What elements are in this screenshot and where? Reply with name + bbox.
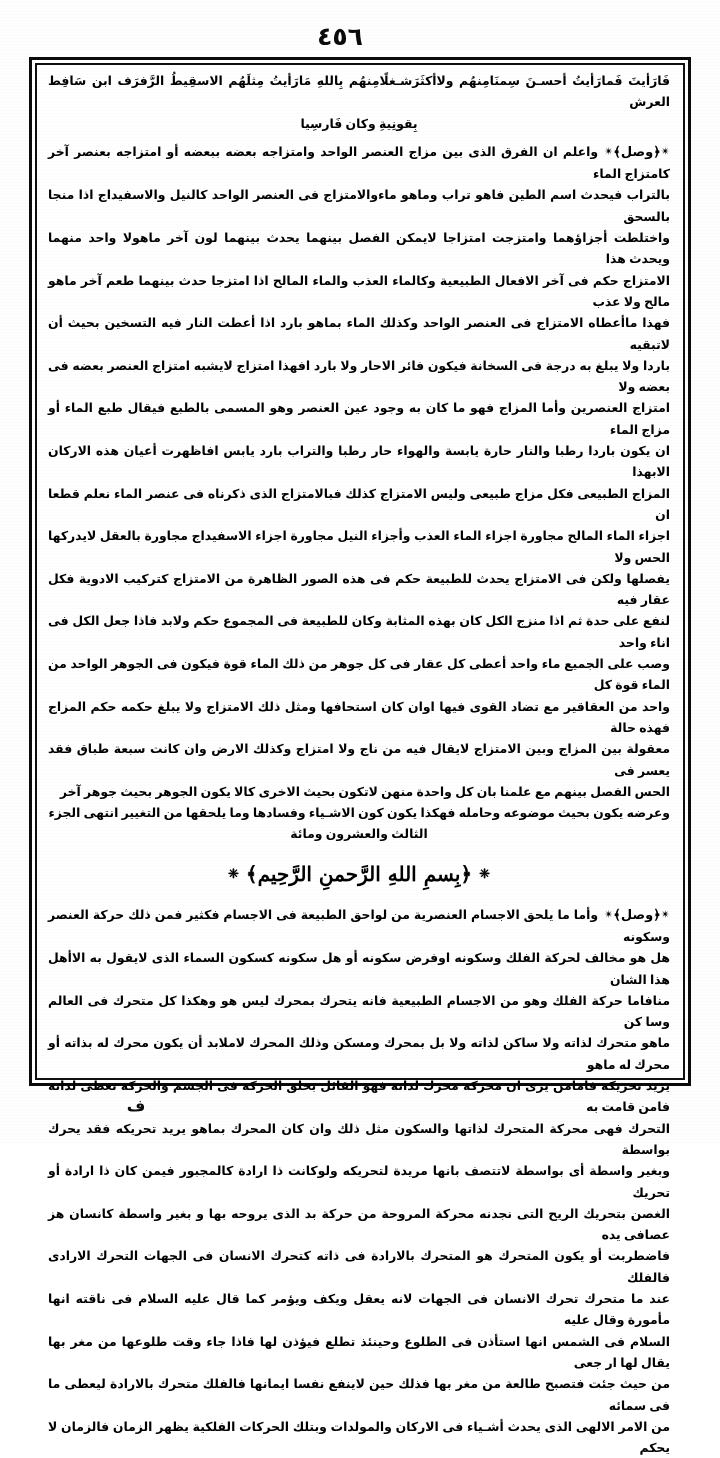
page-number: ٤٥٦ xyxy=(317,22,363,51)
section-one-line: يفصلها ولكن فى الامتزاج يحدث للطبيعة حكم فى هذه الصور الظاهرة من الامتزاج كتركيب الادوية فكل عقار فيه xyxy=(48,570,670,608)
text-column xyxy=(37,65,683,1456)
section-one-line: وعرضه يكون بحيث موضوعه وحامله فهكذا يكون كون الاشـياء وفسادها وما يلحقها من التغيير انتهى الجزء xyxy=(48,805,670,821)
star-ornament-icon: ✴ xyxy=(660,144,670,158)
section-two-line: عند ما متحرك تحرك الانسان فى الجهات لانه يعقل ويكف ويؤمر كما قال عليه السلام فى ناقته انها مأمورة وقال عليه xyxy=(48,1291,670,1328)
section-two-line: وبغير واسطة أى بواسطة لاتتصف بانها مريدة لتحريكه ولوكانت ذا ارادة كالمجبور فيمن كان ذا ارادة أو تحريك xyxy=(48,1163,670,1200)
section-one-closing-line: الثالث والعشرون ومائة xyxy=(290,826,428,842)
bracket-open: ﴿ xyxy=(653,144,661,160)
section-two-line: فاضطربت أو يكون المتحرك هو المتحرك بالارادة فى ذاته كتحرك الانسان فى الجهات التحرك الارادى فالفلك xyxy=(48,1248,670,1285)
section-one-line: امتزاج العنصرين وأما المزاج فهو ما كان به وجود عين العنصر وهو المسمى بالطبع فيقال طبع الماء أو مزاج الماء xyxy=(48,400,670,437)
bracket-open: ﴿ xyxy=(653,907,661,923)
section-one-line: فهذا ماأعطاه الامتزاج فى العنصر الواحد وكذلك الماء بماهو بارد اذا أعطت النار فيه التسخين بحيث أن لاتبقيه xyxy=(48,315,670,352)
section-one-line-0: واعلم ان الفرق الذى بين مزاج العنصر الواحد وامتزاجه بعضه ببعضه أو امتزاجه بعنصر آخر كامتزاج الماء xyxy=(48,143,670,182)
section-two-line: الغصن بتحريك الريح التى نجدنه محركة المروحة من حركة بد الذى يروحه بها و بغير واسطة كانسان هز عصافى يده xyxy=(48,1205,670,1243)
section-two-first-line xyxy=(48,904,670,948)
spacer xyxy=(48,134,670,141)
section-one-line: الحس الفصل بينهم مع علمنا بان كل واحدة منهن لاتكون بحيث الاخرى كالا يكون الجوهر بحيث جوهر آخر xyxy=(59,783,670,799)
section-two-line: التحرك فهى محركة المتحرك لذاتها والسكون مثل ذلك وان كان المحرك بماهو يريد تحريكه فقد يحرك بواسطة xyxy=(48,1120,670,1157)
section-two-line-0: وأما ما يلحق الاجسام العنصرية من لواحق الطبيعة فى الاجسام فكثير فمن ذلك حركة العنصر وسكونه xyxy=(48,906,670,944)
wasl-marker-two xyxy=(598,908,670,923)
wasl-marker-one xyxy=(598,145,670,160)
section-one-line: باردا ولا يبلغ به درجة فى السخانة فيكون فائر الاحار ولا بارد افهذا امتزاج لايشبه امتزاج العنصر بعضه فى بعضه ولا xyxy=(48,357,670,395)
flower-ornament-icon: ❈ xyxy=(227,866,239,882)
section-two-line: من الامر الالهى الذى يحدث أشـياء فى الاركان والمولدات وبتلك الحركات الفلكية يظهر الزمان فالزمان لا يحكم xyxy=(48,1418,670,1456)
page-frame-outer xyxy=(29,57,691,1456)
wasl-label-two: وصل xyxy=(620,907,654,923)
star-ornament-icon: ✴ xyxy=(604,144,614,158)
flower-ornament-icon: ❈ xyxy=(479,866,491,882)
intro-line-1: فَارَأيتَ فَمارَأيتُ أحسـنَ سِمنَامِنهُم ولاأكثَرَشـغلًامِنهُم بِاللهِ مَارَأيتُ مِثلَهُم الاسقِيطُ الرَّفرَف ابن سَافِط العرش xyxy=(48,73,670,110)
basmala-heading xyxy=(48,859,670,891)
star-ornament-icon: ✴ xyxy=(660,907,670,921)
bracket-close: ﴾ xyxy=(613,907,621,923)
catchword: ف xyxy=(126,1096,146,1115)
wasl-label-one: وصل xyxy=(620,144,654,160)
section-two-line: ماهو متحرك لذاته ولا ساكن لذاته ولا بل بمحرك ومسكن وذلك المحرك لاملابد أن يكون محرك له بذاته أو محرك له ماهو xyxy=(48,1035,670,1072)
basmala-text: بِسمِ اللهِ الرَّحمنِ الرَّحِيم xyxy=(257,861,461,886)
section-one-line: واحد من العقاقير مع تضاد القوى فيها اوان كان استحافها ومثل ذلك الامتزاج ولا يبلغ حكمه حكم المزاج فهذه حالة xyxy=(48,698,670,735)
section-one-line: وصب على الجميع ماء واحد أعطى كل عقار فى كل جوهر من ذلك الماء قوة فيكون فى الجوهر الواحد من الماء قوة كل xyxy=(48,656,670,693)
section-one-line: المزاج الطبيعى فكل مزاج طبيعى وليس الامتزاج كذلك فبالامتزاج الذى ذكرناه فى عنصر الماء نعلم قطعا ان xyxy=(48,485,670,522)
section-two-line: من حيث جئت فتصبح طالعة من مغر بها فذلك حين لاينفع نفسا ايمانها فالفلك متحرك بالارادة ليعطى ما فى سمائه xyxy=(48,1376,670,1413)
section-two-line: يريد تحريكه فامامن يرى ان محركه محرك لذاته فهو القائل بخلق الحركة فى الجسم والحركة تعطى لذاته فامن قامت به xyxy=(48,1078,670,1115)
bracket-close: ﴾ xyxy=(613,144,621,160)
section-two-line: منافاما حركة الفلك وهو من الاجسام الطبيعية فانه يتحرك بمحرك ليس هو وهكذا كل متحرك فى العالم وسا كن xyxy=(48,992,670,1030)
section-one-line: الامتزاج حكم فى آخر الافعال الطبيعية وكالماء العذب والماء المالح اذا امتزجا حدث بينهما طعم آخر ماهو مالح ولا عذب xyxy=(48,272,670,309)
section-two-line: هل هو مخالف لحركة الفلك وسكونه اوفرض سكونه أو هل سكونه كسكون السماء الذى لايقول به الاأهل هذا الشان xyxy=(48,950,670,987)
bracket-open: ﴿ xyxy=(460,861,473,886)
bracket-close: ﴾ xyxy=(245,861,258,886)
star-ornament-icon: ✴ xyxy=(604,907,614,921)
section-one-line: معقولة بين المزاج وبين الامتزاج لايقال فيه من ناج ولا امتزاج وكذلك الارض وان كانت سبعة طباق فقد يعسر فى xyxy=(48,741,670,778)
section-one-line: لنفع على حدة ثم اذا منزج الكل كان بهذه المثابة وكان للطبيعة فى المجموع حكم ولابد فاذا جعل الكل فى اناء واحد xyxy=(48,613,670,650)
section-one-line: ان يكون باردا رطبا والنار حارة يابسة والهواء حار رطبا والتراب بارد يابس افاظهرت أعيان هذه الاركان الابهذا xyxy=(48,443,670,480)
section-one-line: بالتراب فيحدث اسم الطين فاهو تراب وماهو ماءوالامتزاج فى العنصر الواحد كالنيل والاسفيداج اذا منجا بالسحق xyxy=(48,187,670,224)
basmala-text-group xyxy=(221,859,497,890)
section-one-line: اجزاء الماء المالح مجاورة اجزاء الماء العذب وأجزاء النيل مجاورة اجزاء الاسفيداج مجاورة بالعقل لايدركها الحس ولا xyxy=(48,528,670,565)
section-one-first-line xyxy=(48,141,670,185)
page-frame-inner xyxy=(35,63,685,1456)
section-two-line: السلام فى الشمس انها استأذن فى الطلوع وحينئذ تطلع فيؤذن لها فاذا جاء وقت طلوعها من مغر بها يقال لها ار جعى xyxy=(48,1333,670,1370)
intro-line-2: بِقونِيةِ وكان فَارسِيا xyxy=(300,115,418,131)
section-one-line: واختلطت أجزاؤهما وامتزجت امتزاجا لايمكن الفصل بينهما يحدث بينهما لون آخر ماهولا واحد منهما ويحدث هذا xyxy=(48,230,670,267)
